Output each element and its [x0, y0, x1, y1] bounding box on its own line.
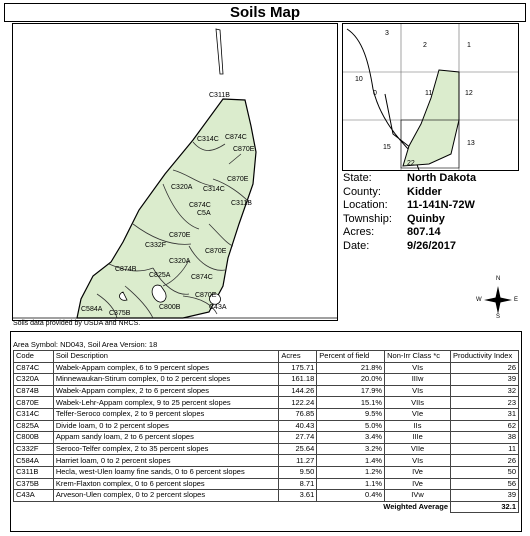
map-label: C870E: [195, 292, 217, 299]
cell-code: C870E: [14, 397, 54, 409]
table-row: [14, 443, 519, 455]
cell-class: VIs: [385, 455, 451, 467]
cell-acres: 8.71: [279, 478, 317, 490]
inset-label: 2: [423, 42, 427, 49]
cell-percent: 1.1%: [317, 478, 385, 490]
cell-code: C874C: [14, 362, 54, 374]
cell-percent: 20.0%: [317, 374, 385, 386]
cell-class: VIe: [385, 408, 451, 420]
info-county: [343, 186, 476, 200]
compass-rose-icon: [476, 276, 520, 320]
cell-acres: 175.71: [279, 362, 317, 374]
table-row: [14, 478, 519, 490]
cell-acres: 25.64: [279, 443, 317, 455]
cell-productivity: 26: [451, 362, 519, 374]
weighted-average-value: 32.1: [451, 501, 519, 513]
weighted-average-label: Weighted Average: [383, 502, 448, 512]
cell-code: C375B: [14, 478, 54, 490]
header-class: Non-Irr Class *c: [385, 351, 451, 363]
table-row: [14, 490, 519, 502]
soil-table: [13, 350, 519, 513]
info-value: 11-141N-72W: [407, 199, 475, 211]
info-date: [343, 240, 476, 254]
inset-field-area: [403, 70, 459, 166]
cell-description: Wabek-Appam complex, 2 to 6 percent slopes: [53, 385, 279, 397]
soils-map-drawing: [13, 24, 337, 320]
cell-description: Seroco-Telfer complex, 2 to 35 percent slopes: [53, 443, 279, 455]
map-label: C870E: [205, 248, 227, 255]
title-box: [4, 3, 526, 22]
cell-description: Krem-Flaxton complex, 0 to 6 percent slopes: [53, 478, 279, 490]
cell-code: C584A: [14, 455, 54, 467]
table-row: [14, 466, 519, 478]
compass-s: S: [496, 314, 501, 320]
info-label: Date:: [343, 239, 370, 252]
cell-description: Appam sandy loam, 2 to 6 percent slopes: [53, 432, 279, 444]
cell-productivity: 32: [451, 385, 519, 397]
cell-code: C314C: [14, 408, 54, 420]
cell-code: C800B: [14, 432, 54, 444]
cell-productivity: 39: [451, 374, 519, 386]
cell-class: IIIw: [385, 374, 451, 386]
inset-label: 11: [425, 90, 433, 97]
map-label: C311B: [209, 92, 230, 99]
cell-code: C311B: [14, 466, 54, 478]
info-state: [343, 172, 476, 186]
cell-description: Hecla, west-Ulen loamy fine sands, 0 to 6 percent slopes: [53, 466, 279, 478]
map-label: C584A: [81, 306, 103, 313]
cell-productivity: 50: [451, 466, 519, 478]
area-symbol: Area Symbol: ND043, Soil Area Version: 18: [13, 340, 158, 349]
map-label: C314C: [197, 136, 219, 143]
table-header-row: [14, 351, 519, 363]
map-label: C800B: [159, 304, 181, 311]
cell-code: C320A: [14, 374, 54, 386]
header-code: Code: [14, 351, 54, 363]
cell-productivity: 56: [451, 478, 519, 490]
map-label: C314C: [203, 186, 225, 193]
cell-description: Wabek-Appam complex, 6 to 9 percent slopes: [53, 362, 279, 374]
info-label: County:: [343, 185, 381, 198]
map-label: C825A: [149, 272, 171, 279]
table-row: [14, 455, 519, 467]
inset-label: 10: [355, 76, 363, 83]
cell-class: VIIe: [385, 443, 451, 455]
weighted-average-row: [14, 501, 519, 513]
inset-label: 22: [407, 160, 415, 167]
inset-label: 3: [385, 30, 389, 37]
cell-acres: 9.50: [279, 466, 317, 478]
cell-productivity: 23: [451, 397, 519, 409]
cell-class: IIIe: [385, 432, 451, 444]
cell-description: Arveson-Ulen complex, 0 to 2 percent slopes: [53, 490, 279, 502]
cell-description: Wabek-Lehr-Appam complex, 9 to 25 percent slopes: [53, 397, 279, 409]
compass-w: W: [476, 297, 482, 303]
table-row: [14, 408, 519, 420]
soils-map: [12, 23, 338, 321]
info-label: Location:: [343, 199, 388, 211]
map-label: C870E: [169, 232, 191, 239]
cell-percent: 3.2%: [317, 443, 385, 455]
cell-class: VIs: [385, 385, 451, 397]
info-acres: [343, 226, 476, 240]
cell-acres: 40.43: [279, 420, 317, 432]
map-label: C874C: [225, 134, 247, 141]
info-value: 807.14: [407, 226, 441, 238]
cell-code: C825A: [14, 420, 54, 432]
cell-class: IVe: [385, 466, 451, 478]
info-value: North Dakota: [407, 172, 477, 184]
cell-class: IVw: [385, 490, 451, 502]
info-label: Acres:: [343, 226, 375, 238]
cell-code: C43A: [14, 490, 54, 502]
info-value: Quinby: [407, 212, 445, 225]
cell-productivity: 26: [451, 455, 519, 467]
cell-description: Harriet loam, 0 to 2 percent slopes: [53, 455, 279, 467]
cell-percent: 3.4%: [317, 432, 385, 444]
info-value: Kidder: [407, 185, 442, 198]
table-row: [14, 385, 519, 397]
cell-percent: 1.4%: [317, 455, 385, 467]
inset-label: 12: [465, 90, 473, 97]
header-productivity: Productivity Index: [451, 351, 519, 363]
inset-label: 1: [467, 42, 471, 49]
cell-percent: 0.4%: [317, 490, 385, 502]
cell-class: VIs: [385, 362, 451, 374]
cell-class: IVe: [385, 478, 451, 490]
inset-label: 13: [467, 140, 475, 147]
map-label: C320A: [171, 184, 193, 191]
map-label: C375B: [109, 310, 131, 317]
map-label: C5A: [197, 210, 211, 217]
cell-description: Divide loam, 0 to 2 percent slopes: [53, 420, 279, 432]
cell-productivity: 31: [451, 408, 519, 420]
cell-percent: 5.0%: [317, 420, 385, 432]
cell-description: Telfer-Seroco complex, 2 to 9 percent slopes: [53, 408, 279, 420]
location-inset-map: [342, 23, 519, 171]
map-label: C874B: [115, 266, 137, 273]
map-label: C870E: [227, 176, 249, 183]
map-label: C332F: [145, 242, 167, 249]
page-title: Soils Map: [229, 4, 300, 21]
cell-code: C332F: [14, 443, 54, 455]
cell-acres: 161.18: [279, 374, 317, 386]
inset-label: 15: [383, 144, 391, 151]
inset-map-drawing: [343, 24, 518, 170]
map-label: C874C: [189, 202, 211, 209]
cell-percent: 15.1%: [317, 397, 385, 409]
info-value: 9/26/2017: [407, 239, 456, 252]
inset-label: 0: [373, 90, 377, 97]
cell-class: VIIs: [385, 397, 451, 409]
map-label: C43A: [209, 304, 227, 311]
info-location: [343, 199, 476, 213]
cell-acres: 144.26: [279, 385, 317, 397]
cell-code: C874B: [14, 385, 54, 397]
cell-productivity: 62: [451, 420, 519, 432]
cell-class: IIs: [385, 420, 451, 432]
soil-table-box: [10, 331, 522, 532]
cell-percent: 9.5%: [317, 408, 385, 420]
cell-acres: 3.61: [279, 490, 317, 502]
header-percent: Percent of field: [317, 351, 385, 363]
cell-productivity: 11: [451, 443, 519, 455]
table-row: [14, 362, 519, 374]
cell-productivity: 38: [451, 432, 519, 444]
map-label: C870E: [233, 146, 255, 153]
cell-productivity: 39: [451, 490, 519, 502]
table-row: [14, 374, 519, 386]
cell-acres: 27.74: [279, 432, 317, 444]
info-label: Township:: [343, 212, 392, 225]
table-body: [14, 362, 519, 501]
cell-percent: 21.8%: [317, 362, 385, 374]
table-row: [14, 432, 519, 444]
info-label: State:: [343, 172, 372, 184]
cell-description: Minnewaukan-Stirum complex, 0 to 2 percent slopes: [53, 374, 279, 386]
map-label: C320A: [169, 258, 191, 265]
compass-n: N: [496, 276, 501, 282]
compass-e: E: [514, 297, 519, 303]
map-label: C874C: [191, 274, 213, 281]
cell-acres: 122.24: [279, 397, 317, 409]
map-label: C311B: [231, 200, 252, 207]
info-township: [343, 213, 476, 227]
cell-acres: 76.85: [279, 408, 317, 420]
table-row: [14, 420, 519, 432]
location-info: [343, 172, 476, 253]
header-acres: Acres: [279, 351, 317, 363]
data-credit: Soils data provided by USDA and NRCS.: [13, 320, 141, 327]
cell-percent: 1.2%: [317, 466, 385, 478]
cell-acres: 11.27: [279, 455, 317, 467]
cell-percent: 17.9%: [317, 385, 385, 397]
table-row: [14, 397, 519, 409]
drain-line: [216, 29, 223, 74]
header-description: Soil Description: [53, 351, 279, 363]
